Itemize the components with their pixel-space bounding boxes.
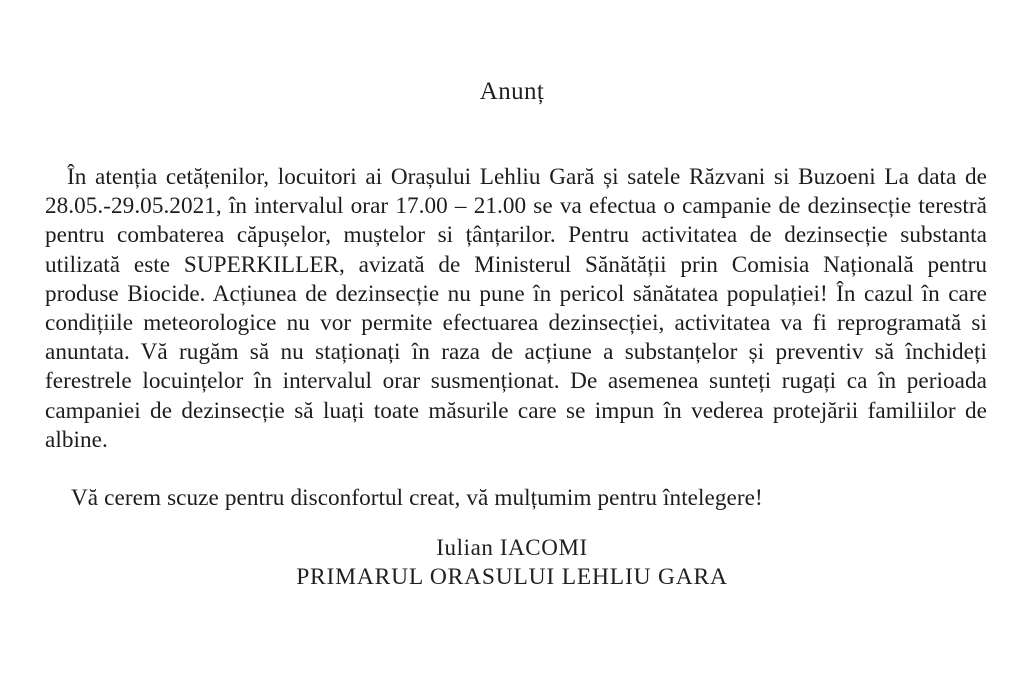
- document-body: [45, 163, 987, 513]
- signatory-role: PRIMARUL ORASULUI LEHLIU GARA: [296, 564, 728, 590]
- page-title: Anunț: [479, 78, 545, 105]
- signatory-name: Iulian IACOMI: [436, 535, 588, 560]
- signature-block: [0, 533, 1024, 592]
- main-paragraph: În atenția cetățenilor, locuitori ai Orașului Lehliu Gară și satele Răzvani si Buzoeni La data de 28.05.-29.05.2021, în intervalul orar 17.00 – 21.00 se va efectua o campanie de dezinsecție terestră pentru combaterea căpușelor, muștelor si țânțarilor. Pentru activitatea de dezinsecție substanta utilizată este SUPERKILLER, avizată de Ministerul Sănătății prin Comisia Națională pentru produse Biocide. Acțiunea de dezinsecție nu pune în pericol sănătatea populației! În cazul în care condițiile meteorologice nu vor permite efectuarea dezinsecției, activitatea va fi reprogramată si anuntata. Vă rugăm să nu staționați în raza de acțiune a substanțelor și preventiv să închideți ferestrele locuințelor în intervalul orar susmenționat. De asemenea sunteți rugați ca în perioada campaniei de dezinsecție să luați toate măsurile care se impun în vederea protejării familiilor de albine.: [45, 164, 987, 453]
- closing-paragraph: Vă cerem scuze pentru disconfortul creat, vă mulțumim pentru întelegere!: [71, 485, 763, 512]
